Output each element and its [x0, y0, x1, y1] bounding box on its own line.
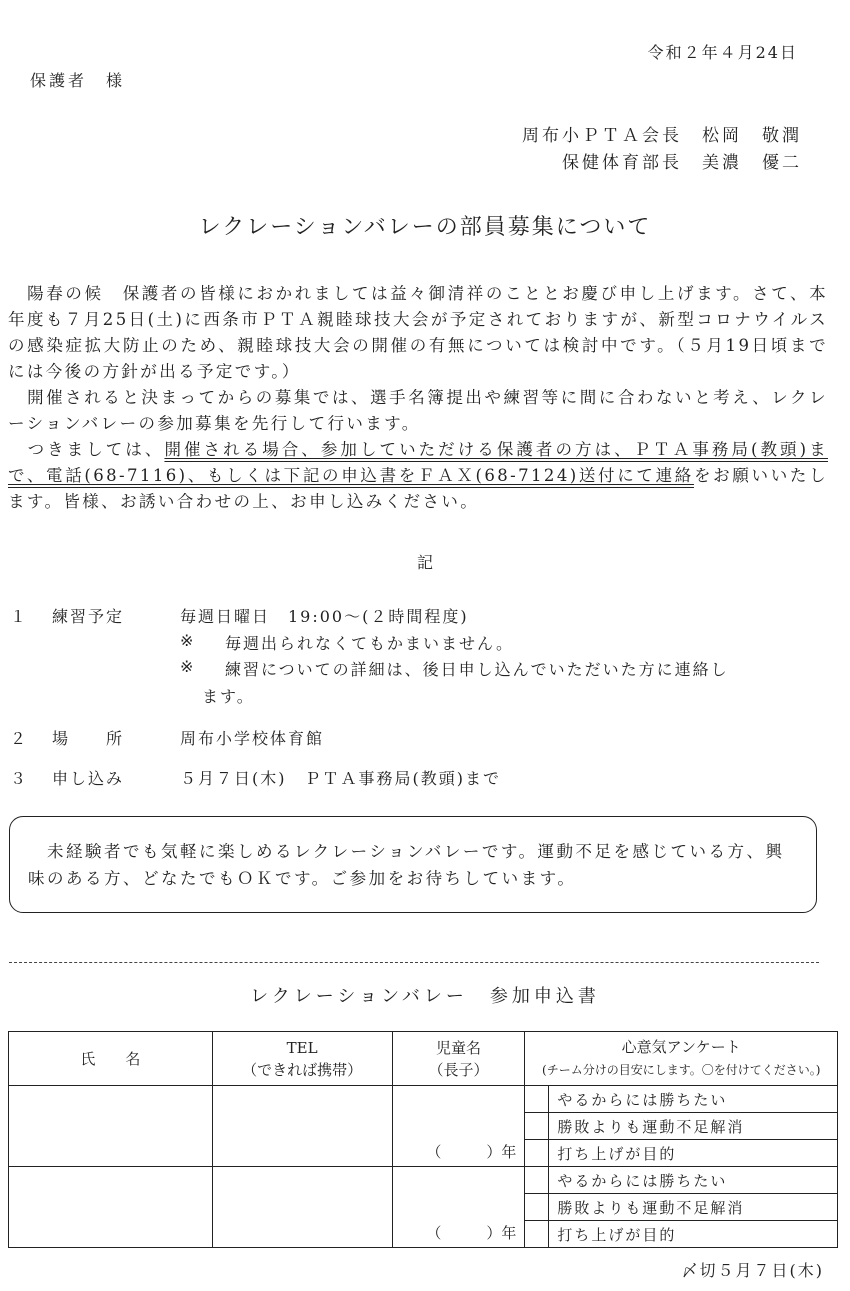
- note-2-line-1: 練習についての詳細は、後日申し込んでいただいた方に連絡し: [225, 660, 729, 679]
- invitation-text: 未経験者でも気軽に楽しめるレクレーションバレーです。運動不足を感じている方、興味のある方、どなたでもＯＫです。ご参加をお待ちしています。: [28, 842, 785, 888]
- cut-line: [9, 962, 819, 963]
- letter-body: [8, 281, 828, 515]
- name-field-2[interactable]: [9, 1167, 213, 1248]
- item-3-number: ３: [10, 769, 29, 788]
- survey-check-1-3[interactable]: [525, 1140, 549, 1167]
- survey-check-1-2[interactable]: [525, 1113, 549, 1140]
- tel-field-2[interactable]: [212, 1167, 392, 1248]
- survey-check-2-1[interactable]: [525, 1167, 549, 1194]
- application-form: [8, 1031, 838, 1248]
- grade-label: （ ）年: [426, 1143, 517, 1161]
- body-paragraph-2: 開催されると決まってからの募集では、選手名簿提出や練習等に間に合わないと考え、レクレーションバレーの参加募集を先行して行います。: [8, 388, 828, 433]
- page-title: レクレーションバレーの部員募集について: [198, 215, 652, 240]
- form-title: レクレーションバレー 参加申込書: [250, 986, 600, 1007]
- item-1-label: 練習予定: [52, 607, 125, 626]
- child-field-1[interactable]: [392, 1086, 525, 1167]
- item-3-label: 申し込み: [52, 769, 125, 788]
- item-2-number: ２: [10, 729, 29, 748]
- ki-heading: 記: [416, 553, 433, 572]
- contact-instructions: 開催される場合、参加していただける保護者の方は、ＰＴＡ事務局(教頭)まで、電話(68-7116)、もしくは下記の申込書をＦＡＸ(68-7124)送付にて連絡: [8, 440, 828, 485]
- survey-check-2-3[interactable]: [525, 1221, 549, 1248]
- survey-check-1-1[interactable]: [525, 1086, 549, 1113]
- header-tel: TEL （できれば携帯）: [212, 1032, 392, 1086]
- header-name: 氏 名: [9, 1032, 213, 1086]
- header-child: 児童名 （長子）: [392, 1032, 525, 1086]
- item-1-number: １: [10, 607, 29, 626]
- item-3-value: ５月７日(木) ＰＴＡ事務局(教頭)まで: [180, 769, 501, 788]
- survey-check-2-2[interactable]: [525, 1194, 549, 1221]
- deadline: 〆切５月７日(木): [681, 1261, 824, 1280]
- body-paragraph-1: 陽春の候 保護者の皆様におかれましては益々御清祥のこととお慶び申し上げます。さて、本年度も７月25日(土)に西条市ＰＴＡ親睦球技大会が予定されておりますが、新型コロナウイルスの感染症拡大防止のため、親睦球技大会の開催の有無については検討中です。（５月19日頃までには今後の方針が出る予定です。）: [8, 284, 828, 381]
- item-2-value: 周布小学校体育館: [180, 729, 325, 748]
- survey-option-1-3: 打ち上げが目的: [549, 1140, 838, 1167]
- recipient: 保護者 様: [30, 71, 126, 90]
- note-2-line-2: ます。: [202, 687, 255, 706]
- sender-health-pe-head: 保健体育部長 美濃 優二: [562, 153, 802, 173]
- tel-field-1[interactable]: [212, 1086, 392, 1167]
- child-field-2[interactable]: [392, 1167, 525, 1248]
- survey-option-1-2: 勝敗よりも運動不足解消: [549, 1113, 838, 1140]
- survey-option-2-2: 勝敗よりも運動不足解消: [549, 1194, 838, 1221]
- note-mark-2: ※: [180, 657, 196, 676]
- item-1-value: 毎週日曜日 19:00～(２時間程度): [180, 607, 469, 626]
- sender-pta-president: 周布小ＰＴＡ会長 松岡 敬潤: [522, 126, 802, 146]
- grade-label: （ ）年: [426, 1224, 517, 1242]
- header-survey: 心意気アンケート (チーム分けの目安にします。〇を付けてください。): [525, 1032, 838, 1086]
- survey-option-2-1: やるからには勝ちたい: [549, 1167, 838, 1194]
- survey-option-1-1: やるからには勝ちたい: [549, 1086, 838, 1113]
- letter-date: 令和２年４月24日: [647, 43, 798, 62]
- survey-option-2-3: 打ち上げが目的: [549, 1221, 838, 1248]
- body-paragraph-3: つきましては、開催される場合、参加していただける保護者の方は、ＰＴＡ事務局(教頭)まで、電話(68-7116)、もしくは下記の申込書をＦＡＸ(68-7124)送付にて連絡をお願いいたします。皆様、お誘い合わせの上、お申し込みください。: [8, 440, 828, 511]
- note-1: 毎週出られなくてもかまいません。: [225, 634, 514, 653]
- item-2-label: 場 所: [52, 729, 125, 748]
- name-field-1[interactable]: [9, 1086, 213, 1167]
- note-mark-1: ※: [180, 631, 196, 650]
